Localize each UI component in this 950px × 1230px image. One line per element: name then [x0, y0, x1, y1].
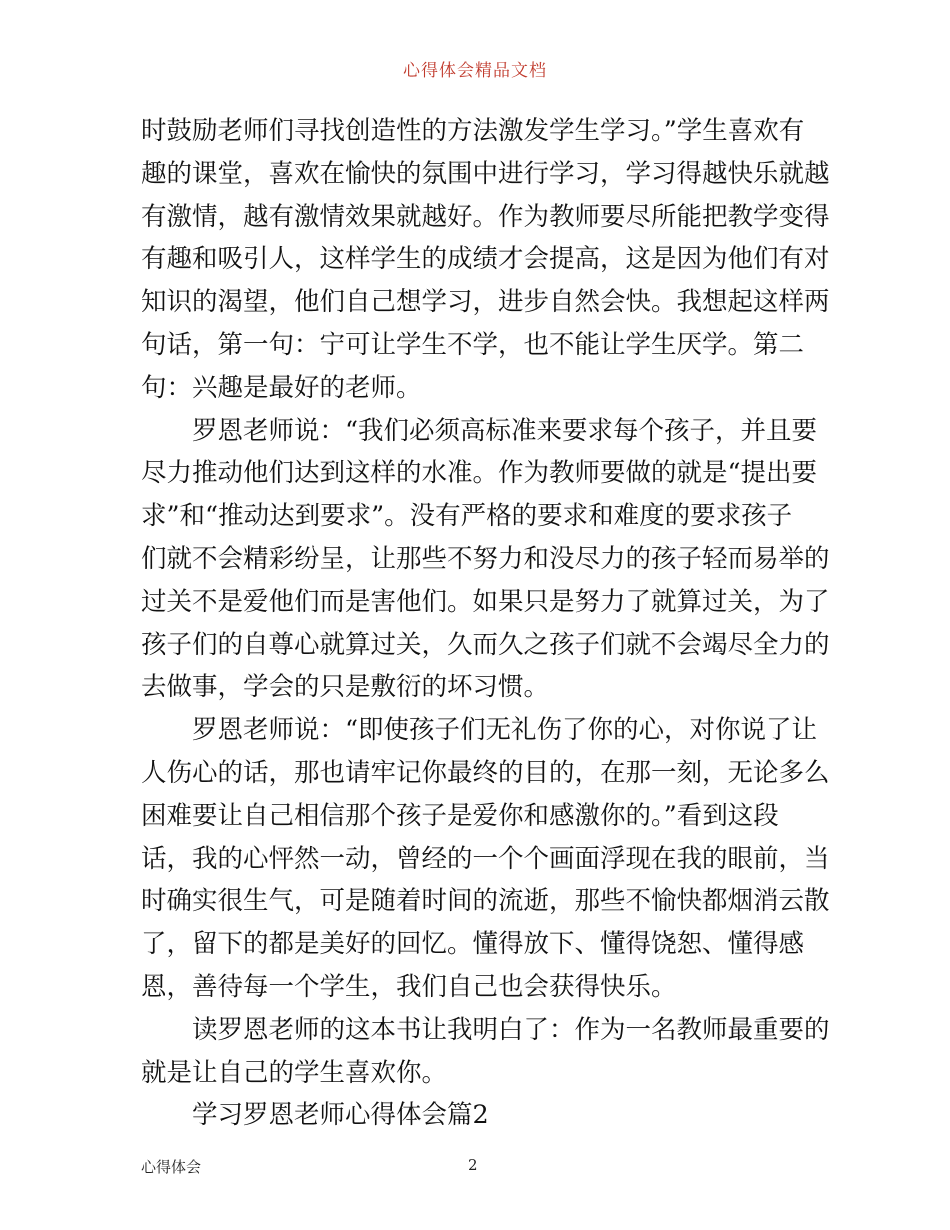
text-line: 们就不会精彩纷呈，让那些不努力和没尽力的孩子轻而易举的 [141, 543, 830, 574]
text-line: 趣的课堂，喜欢在愉快的氛围中进行学习，学习得越快乐就越 [141, 158, 830, 189]
text-line: 孩子们的自尊心就算过关，久而久之孩子们就不会竭尽全力的 [141, 629, 830, 660]
text-line: 时鼓励老师们寻找创造性的方法激发学生学习。”学生喜欢有 [141, 116, 805, 146]
text-line: 话，我的心怦然一动，曾经的一个个画面浮现在我的眼前，当 [141, 843, 830, 874]
text-line: 了，留下的都是美好的回忆。懂得放下、懂得饶恕、懂得感 [141, 929, 805, 960]
text-line: 困难要让自己相信那个孩子是爱你和感激你的。”看到这段 [141, 800, 779, 831]
text-line: 过关不是爱他们而是害他们。如果只是努力了就算过关，为了 [141, 586, 830, 617]
body-text [141, 110, 830, 1137]
text-line: 人伤心的话，那也请牢记你最终的目的，在那一刻，无论多么 [141, 757, 830, 788]
text-line: 有激情，越有激情效果就越好。作为教师要尽所能把教学变得 [141, 201, 830, 232]
text-line: 去做事，学会的只是敷衍的坏习惯。 [141, 672, 550, 703]
text-line: 就是让自己的学生喜欢你。 [141, 1057, 448, 1088]
text-line: 有趣和吸引人，这样学生的成绩才会提高，这是因为他们有对 [141, 244, 830, 275]
page-number: 2 [468, 1156, 478, 1174]
text-line: 罗恩老师说：“即使孩子们无礼伤了你的心，对你说了让 [192, 715, 818, 746]
text-line: 求”和“推动达到要求”。没有严格的要求和难度的要求孩子 [141, 501, 793, 532]
text-line: 句：兴趣是最好的老师。 [141, 372, 422, 403]
header-title: 心得体会精品文档 [403, 61, 547, 81]
text-line: 尽力推动他们达到这样的水准。作为教师要做的就是“提出要 [141, 458, 818, 489]
text-line: 罗恩老师说：“我们必须高标准来要求每个孩子，并且要 [192, 415, 818, 446]
text-line: 读罗恩老师的这本书让我明白了：作为一名教师最重要的 [192, 1014, 830, 1045]
text-line: 恩，善待每一个学生，我们自己也会获得快乐。 [141, 971, 677, 1002]
text-line: 句话，第一句：宁可让学生不学，也不能让学生厌学。第二 [141, 329, 805, 360]
text-line: 学习罗恩老师心得体会篇2 [192, 1100, 489, 1131]
text-line: 知识的渴望，他们自己想学习，进步自然会快。我想起这样两 [141, 287, 830, 318]
text-line: 时确实很生气，可是随着时间的流逝，那些不愉快都烟消云散 [141, 886, 830, 917]
footer-label: 心得体会 [141, 1158, 202, 1176]
